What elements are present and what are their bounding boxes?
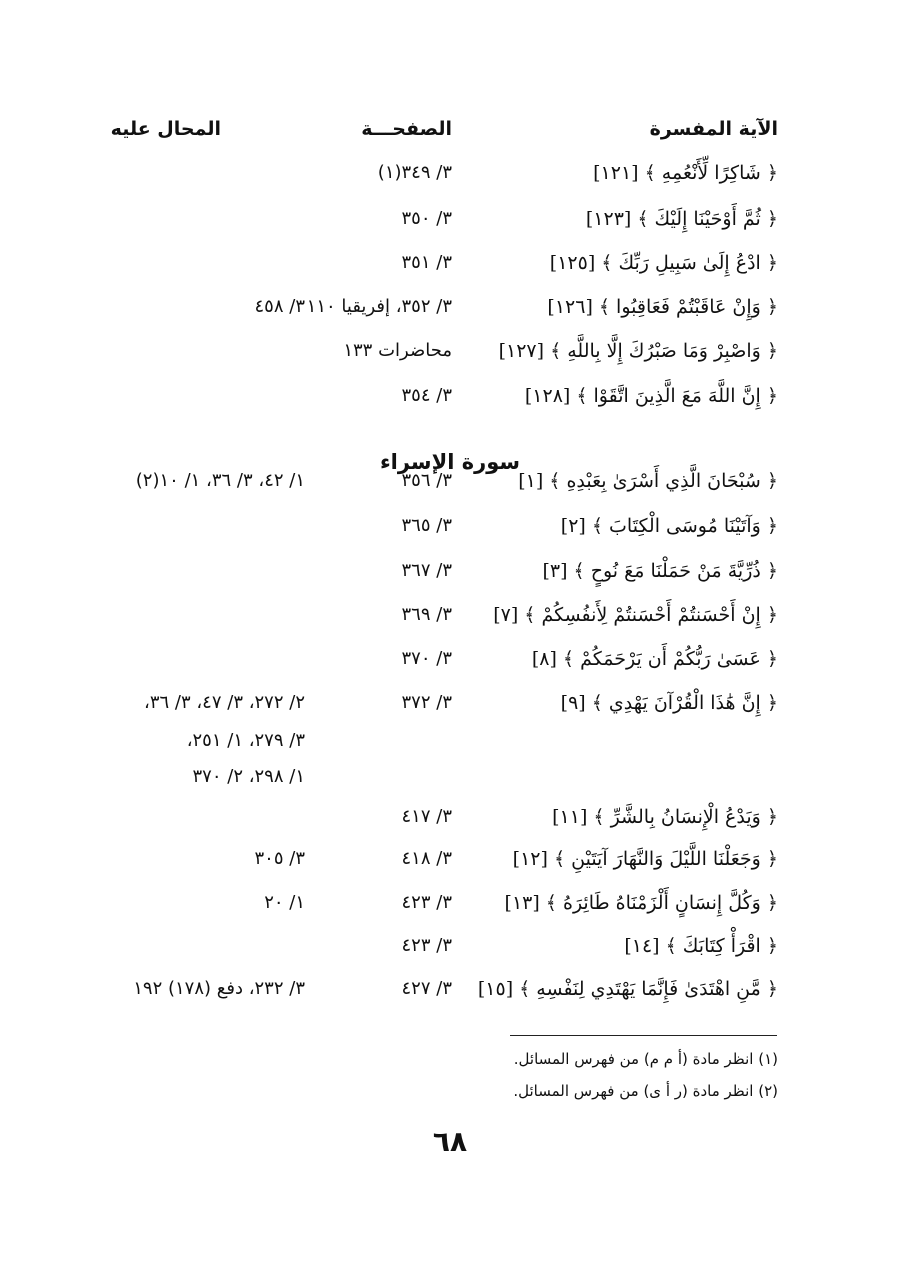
referenced-cell: ٢/ ٢٧٢، ٣/ ٤٧، ٣/ ٣٦، xyxy=(144,692,305,713)
table-row xyxy=(0,162,900,202)
page-cell: ٣/ ٤٢٣ xyxy=(401,935,452,956)
referenced-cell: ٣/ ٣٠٥ xyxy=(254,848,305,869)
verse-cell: ﴿ إِنْ أَحْسَنتُمْ أَحْسَنتُمْ لِأَنفُسِكُمْ ﴾ [٧] xyxy=(493,604,778,626)
verse-cell: ﴿ إِنَّ هَٰذَا الْقُرْآنَ يَهْدِي ﴾ [٩] xyxy=(560,692,778,714)
header-verse: الآية المفسرة xyxy=(649,118,778,140)
footnote-divider xyxy=(510,1035,777,1036)
verse-cell: ﴿ وَإِنْ عَاقَبْتُمْ فَعَاقِبُوا ﴾ [١٢٦] xyxy=(547,296,778,318)
page-cell: ٣/ ٣٥٢، إفريقيا ١١٠ xyxy=(306,296,452,317)
referenced-cell: ٣/ ٢٧٩، ١/ ٢٥١، xyxy=(186,730,305,751)
verse-cell: ﴿ وَآتَيْنَا مُوسَى الْكِتَابَ ﴾ [٢] xyxy=(560,515,778,537)
verse-cell: ﴿ ادْعُ إِلَىٰ سَبِيلِ رَبِّكَ ﴾ [١٢٥] xyxy=(549,252,778,274)
page-cell: ٣/ ٣٦٧ xyxy=(401,560,452,581)
verse-cell: ﴿ سُبْحَانَ الَّذِي أَسْرَىٰ بِعَبْدِهِ ﴾ [١] xyxy=(518,470,778,492)
verse-cell: ﴿ ذُرِّيَّةَ مَنْ حَمَلْنَا مَعَ نُوحٍ ﴾ [٣] xyxy=(542,560,778,582)
verse-cell: ﴿ ثُمَّ أَوْحَيْنَا إِلَيْكَ ﴾ [١٢٣] xyxy=(585,208,778,230)
page-cell: ٣/ ٤١٧ xyxy=(401,806,452,827)
page-cell: ٣/ ٣٧٢ xyxy=(401,692,452,713)
table-row xyxy=(0,515,900,555)
table-row xyxy=(0,560,900,600)
table-row xyxy=(0,892,900,932)
page-cell: ٣/ ٤٢٧ xyxy=(401,978,452,999)
verse-cell: ﴿ إِنَّ اللَّهَ مَعَ الَّذِينَ اتَّقَوْا ﴾ [١٢٨] xyxy=(524,385,778,407)
table-row xyxy=(0,848,900,888)
table-row xyxy=(0,385,900,425)
table-row xyxy=(0,340,900,380)
verse-cell: ﴿ وَجَعَلْنَا اللَّيْلَ وَالنَّهَارَ آيَتَيْنِ ﴾ [١٢] xyxy=(512,848,778,870)
verse-cell: ﴿ وَاصْبِرْ وَمَا صَبْرُكَ إِلَّا بِاللَّهِ ﴾ [١٢٧] xyxy=(498,340,778,362)
verse-cell: ﴿ شَاكِرًا لِّأَنْعُمِهِ ﴾ [١٢١] xyxy=(593,162,778,184)
page-cell: ٣/ ٣٧٠ xyxy=(401,648,452,669)
table-row xyxy=(0,692,900,732)
table-row xyxy=(0,604,900,644)
table-row xyxy=(0,730,900,770)
verse-cell: ﴿ وَيَدْعُ الْإِنسَانُ بِالشَّرِّ ﴾ [١١] xyxy=(552,806,778,828)
verse-cell: ﴿ مَّنِ اهْتَدَىٰ فَإِنَّمَا يَهْتَدِي لِنَفْسِهِ ﴾ [١٥] xyxy=(477,978,778,1000)
footnote: (٢) انظر مادة (ر أ ى) من فهرس المسائل. xyxy=(513,1082,778,1100)
page-cell: ٣/ ٣٦٥ xyxy=(401,515,452,536)
page-cell: ٣/ ٣٥٦ xyxy=(401,470,452,491)
table-row xyxy=(0,208,900,248)
referenced-cell: ٣/ ٢٣٢، دفع (١٧٨) ١٩٢ xyxy=(133,978,305,999)
surah-title: سورة الإسراء xyxy=(379,450,521,474)
page-cell: ٣/ ٣٤٩(١) xyxy=(377,162,452,183)
referenced-cell: ٣/ ٤٥٨ xyxy=(254,296,305,317)
table-row xyxy=(0,252,900,292)
page-cell: ٣/ ٣٥٠ xyxy=(401,208,452,229)
table-row xyxy=(0,806,900,846)
referenced-cell: ١/ ٤٢، ٣/ ٣٦، ١/ ١٠(٢) xyxy=(135,470,305,491)
header-referenced: المحال عليه xyxy=(110,118,221,140)
page-cell: ٣/ ٣٥٤ xyxy=(401,385,452,406)
table-row xyxy=(0,648,900,688)
referenced-cell: ١/ ٢٠ xyxy=(264,892,305,913)
table-row xyxy=(0,470,900,510)
referenced-cell: ١/ ٢٩٨، ٢/ ٣٧٠ xyxy=(192,766,305,787)
table-row xyxy=(0,766,900,806)
header-page: الصفحـــة xyxy=(361,118,452,140)
footnote: (١) انظر مادة (أ م م) من فهرس المسائل. xyxy=(513,1050,778,1068)
page-cell: ٣/ ٤٢٣ xyxy=(401,892,452,913)
table-row xyxy=(0,935,900,975)
page-cell: ٣/ ٤١٨ xyxy=(401,848,452,869)
verse-cell: ﴿ اقْرَأْ كِتَابَكَ ﴾ [١٤] xyxy=(624,935,778,957)
page-number: ٦٨ xyxy=(432,1125,468,1158)
page-cell: محاضرات ١٣٣ xyxy=(343,340,452,361)
verse-cell: ﴿ عَسَىٰ رَبُّكُمْ أَن يَرْحَمَكُمْ ﴾ [٨] xyxy=(531,648,778,670)
table-row xyxy=(0,978,900,1018)
page-cell: ٣/ ٣٦٩ xyxy=(401,604,452,625)
table-row xyxy=(0,296,900,336)
page-cell: ٣/ ٣٥١ xyxy=(401,252,452,273)
verse-cell: ﴿ وَكُلَّ إِنسَانٍ أَلْزَمْنَاهُ طَائِرَهُ ﴾ [١٣] xyxy=(504,892,778,914)
